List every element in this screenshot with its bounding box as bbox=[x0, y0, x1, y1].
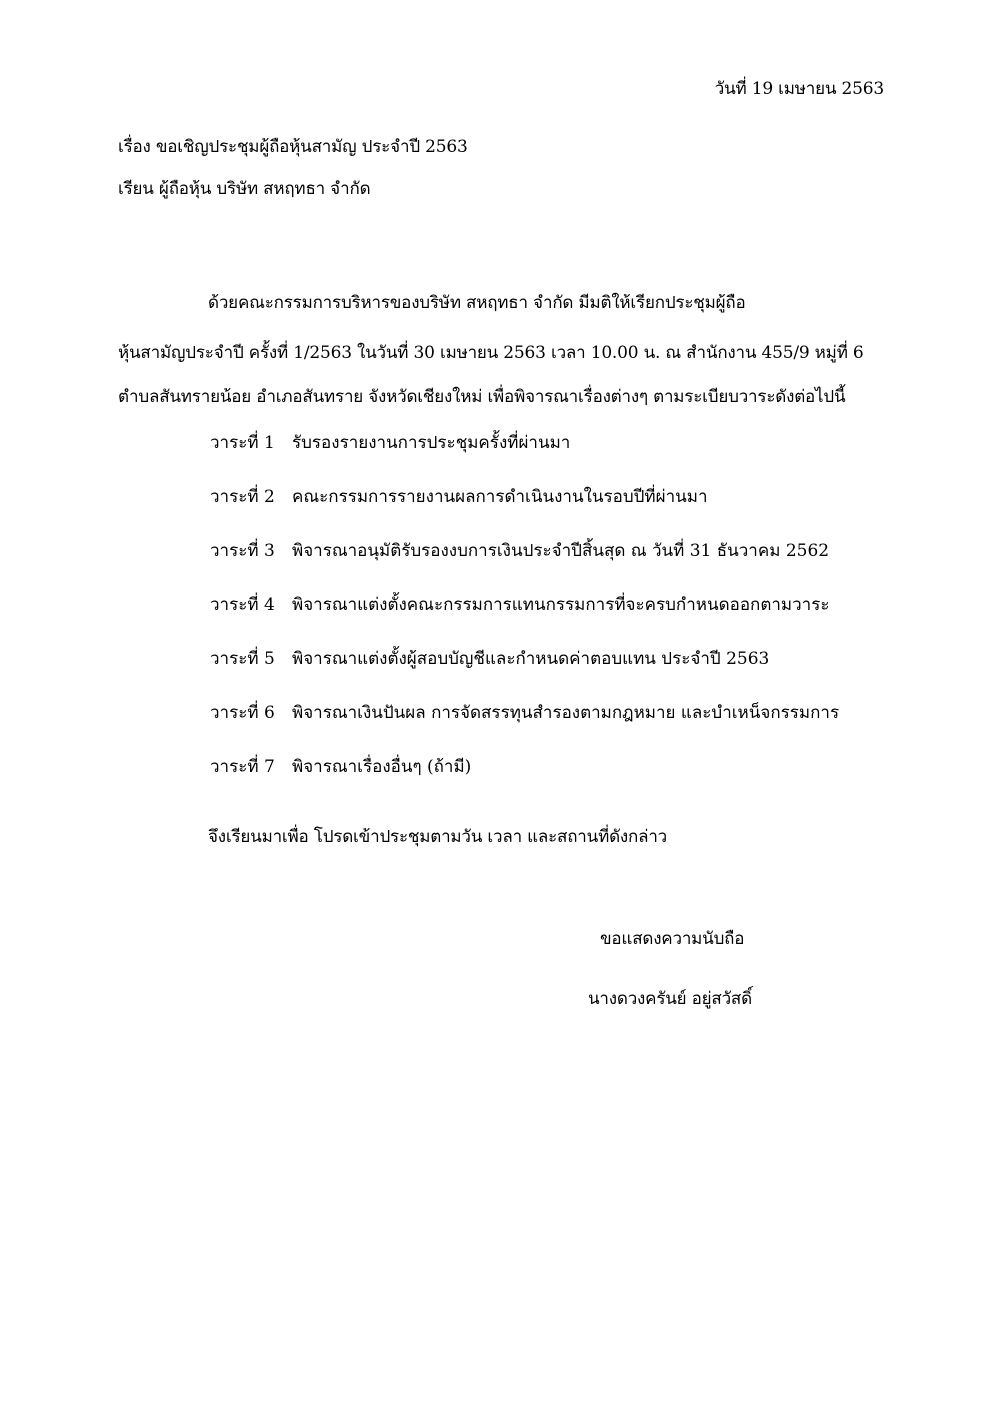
agenda-item-3 bbox=[210, 540, 829, 562]
agenda-text: พิจารณาอนุมัติรับรองงบการเงินประจำปีสิ้นสุด ณ วันที่ 31 ธันวาคม 2562 bbox=[292, 541, 830, 561]
agenda-item-6 bbox=[210, 702, 839, 724]
body-line-3: ตำบลสันทรายน้อย อำเภอสันทราย จังหวัดเชียงใหม่ เพื่อพิจารณาเรื่องต่างๆ ตามระเบียบวาระดังต่อไปนี้ bbox=[118, 387, 846, 407]
agenda-item-1 bbox=[210, 432, 570, 454]
agenda-item-7 bbox=[210, 756, 471, 778]
agenda-number: วาระที่ 1 bbox=[210, 433, 275, 453]
agenda-text: รับรองรายงานการประชุมครั้งที่ผ่านมา bbox=[292, 433, 571, 453]
agenda-number: วาระที่ 6 bbox=[210, 703, 275, 723]
agenda-item-2 bbox=[210, 486, 708, 508]
agenda-text: พิจารณาเงินปันผล การจัดสรรทุนสำรองตามกฎหมาย และบำเหน็จกรรมการ bbox=[292, 703, 840, 723]
agenda-number: วาระที่ 2 bbox=[210, 487, 275, 507]
signer-name: นางดวงครันย์ อยู่สวัสดิ์ bbox=[588, 989, 752, 1009]
body-line-2: หุ้นสามัญประจำปี ครั้งที่ 1/2563 ในวันที่ 30 เมษายน 2563 เวลา 10.00 น. ณ สำนักงาน 455/9 หมู่ที่ 6 bbox=[118, 343, 864, 363]
agenda-number: วาระที่ 4 bbox=[210, 595, 275, 615]
agenda-text: คณะกรรมการรายงานผลการดำเนินงานในรอบปีที่ผ่านมา bbox=[292, 487, 708, 507]
letter-date: วันที่ 19 เมษายน 2563 bbox=[714, 79, 884, 99]
letter-recipient: เรียน ผู้ถือหุ้น บริษัท สหฤทธา จำกัด bbox=[118, 179, 371, 199]
agenda-number: วาระที่ 5 bbox=[210, 649, 275, 669]
complimentary-close: ขอแสดงความนับถือ bbox=[600, 929, 745, 949]
letter-subject: เรื่อง ขอเชิญประชุมผู้ถือหุ้นสามัญ ประจำปี 2563 bbox=[118, 137, 468, 157]
agenda-item-4 bbox=[210, 594, 829, 616]
agenda-text: พิจารณาแต่งตั้งผู้สอบบัญชีและกำหนดค่าตอบแทน ประจำปี 2563 bbox=[292, 649, 770, 669]
closing-sentence: จึงเรียนมาเพื่อ โปรดเข้าประชุมตามวัน เวลา และสถานที่ดังกล่าว bbox=[208, 827, 668, 847]
agenda-number: วาระที่ 7 bbox=[210, 757, 275, 777]
body-line-1: ด้วยคณะกรรมการบริหารของบริษัท สหฤทธา จำกัด มีมติให้เรียกประชุมผู้ถือ bbox=[208, 293, 746, 313]
agenda-item-5 bbox=[210, 648, 769, 670]
agenda-text: พิจารณาแต่งตั้งคณะกรรมการแทนกรรมการที่จะครบกำหนดออกตามวาระ bbox=[292, 595, 830, 615]
agenda-number: วาระที่ 3 bbox=[210, 541, 275, 561]
agenda-text: พิจารณาเรื่องอื่นๆ (ถ้ามี) bbox=[292, 757, 472, 777]
